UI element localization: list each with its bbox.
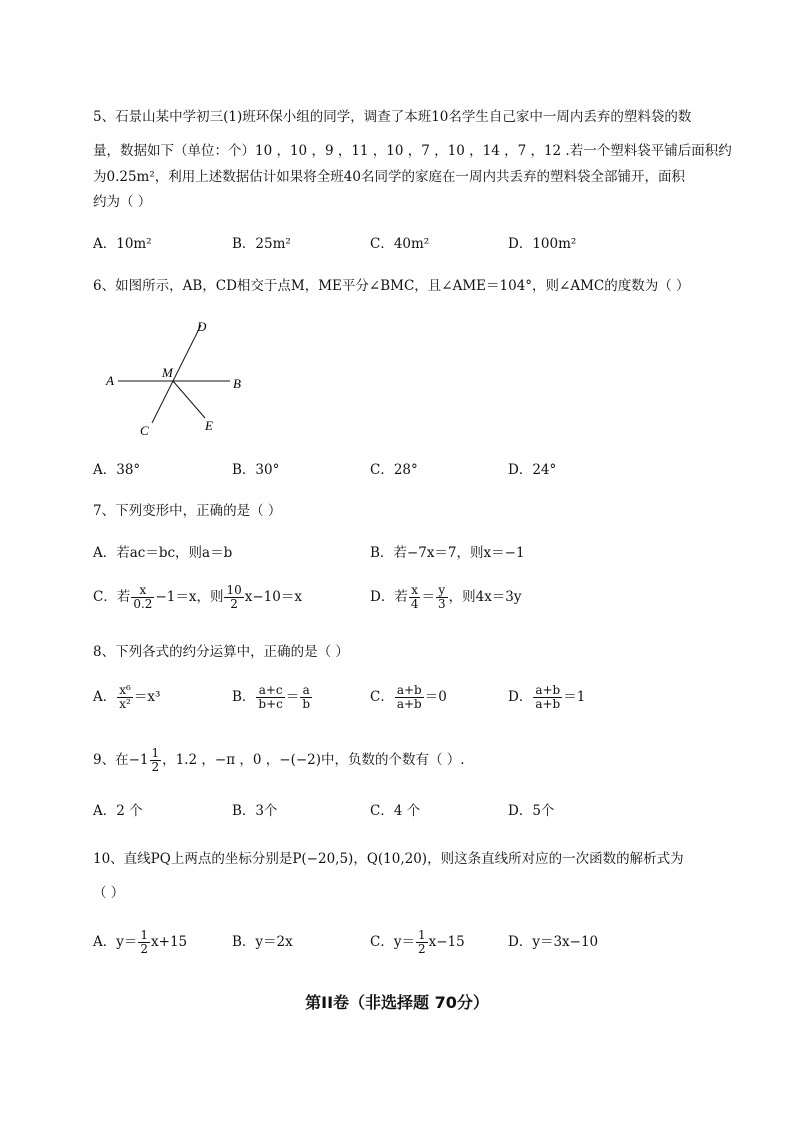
q5-option-a: A．10m² xyxy=(93,236,152,252)
q7-option-b: B．若−7x＝7，则x＝−1 xyxy=(370,545,525,561)
fraction: $\frac{1}{2}$ xyxy=(417,928,426,956)
ray-me xyxy=(173,381,205,418)
q9-option-b: B．3个 xyxy=(232,803,278,819)
q5-line3: 为0.25m²，利用上述数据估计如果将全班40名同学的家庭在一周内共丢弃的塑料袋全部铺开，面积 xyxy=(93,169,685,185)
label-c: C xyxy=(140,423,149,438)
q10-option-b: B．y＝2x xyxy=(232,934,293,950)
label-a: A xyxy=(106,373,114,388)
q5-option-c: C．40m² xyxy=(370,236,430,252)
q8-option-d: D． $\frac{a+b}{a+b}$ ＝1 xyxy=(508,683,586,711)
fraction: $\frac{\text{x⁶}}{\text{x²}}$ xyxy=(119,683,131,711)
fraction: $\frac{a+b}{a+b}$ xyxy=(535,683,561,711)
q6-geometry-figure xyxy=(100,315,260,440)
q10-line2: （ ） xyxy=(93,885,125,901)
q10-option-d: D．y＝3x−10 xyxy=(508,934,599,950)
q6-stem: 6、如图所示，AB，CD相交于点M，ME平分∠BMC，且∠AME＝104°，则∠AMC的度数为（ ） xyxy=(93,278,690,294)
q6-option-d: D．24° xyxy=(508,462,557,478)
q8-option-a: A． $\frac{\text{x⁶}}{\text{x²}}$ ＝x³ xyxy=(93,683,161,711)
line-cd xyxy=(152,325,201,423)
q9-option-c: C．4 个 xyxy=(370,803,421,819)
q9-option-d: D．5个 xyxy=(508,803,555,819)
q7-option-d: D．若 $\frac{x}{4}$ ＝ $\frac{y}{3}$ ，则4x＝3y xyxy=(370,583,522,611)
q6-option-a: A．38° xyxy=(93,462,141,478)
fraction: $\frac{a+c}{b+c}$ xyxy=(258,683,283,711)
q7-stem: 7、下列变形中，正确的是（ ） xyxy=(93,503,282,519)
q9-option-a: A．2 个 xyxy=(93,803,143,819)
q8-option-c: C． $\frac{a+b}{a+b}$ ＝0 xyxy=(370,683,447,711)
label-b: B xyxy=(233,376,241,391)
q10-line1: 10、直线PQ上两点的坐标分别是P(−20,5)，Q(10,20)，则这条直线所对应的一次函数的解析式为 xyxy=(93,851,684,867)
fraction: $\frac{a+b}{a+b}$ xyxy=(396,683,422,711)
label-m: M xyxy=(162,365,173,380)
q6-option-c: C．28° xyxy=(370,462,418,478)
section-title: 第II卷（非选择题 70分） xyxy=(305,993,489,1012)
q7-option-a: A．若ac＝bc，则a＝b xyxy=(93,545,233,561)
label-d: D xyxy=(197,319,207,334)
fraction: $\frac{x}{0.2}$ xyxy=(133,583,153,611)
fraction: $\frac{y}{3}$ xyxy=(437,583,446,611)
q5-line4: 约为（ ） xyxy=(93,194,152,210)
q7-option-c: C．若 $\frac{x}{0.2}$ −1＝x，则 $\frac{10}{2}$ x−10＝x xyxy=(93,583,302,611)
q5-option-b: B．25m² xyxy=(232,236,291,252)
q10-option-c: C．y＝ $\frac{1}{2}$ x−15 xyxy=(370,928,465,956)
label-e: E xyxy=(205,418,213,433)
fraction: $\frac{1}{2}$ xyxy=(140,928,149,956)
fraction: $\frac{a}{b}$ xyxy=(302,683,311,711)
q5-line2: 量，数据如下（单位：个）10 ，10 ，9 ，11 ，10 ，7 ，10 ，14 ，7 ，12 .若一个塑料袋平铺后面积约 xyxy=(93,143,732,159)
q6-option-b: B．30° xyxy=(232,462,280,478)
fraction: $\frac{x}{4}$ xyxy=(410,583,419,611)
q9-stem: 9、在−1 $\frac{1}{2}$ ，1.2 ，−π ，0 ，−(−2)中，负数的个数有（ ）. xyxy=(93,746,465,774)
q5-line1: 5、石景山某中学初三(1)班环保小组的同学，调查了本班10名学生自己家中一周内丢弃的塑料袋的数 xyxy=(93,109,692,125)
q8-option-b: B． $\frac{a+c}{b+c}$ ＝ $\frac{a}{b}$ xyxy=(232,683,311,711)
fraction: $\frac{10}{2}$ xyxy=(226,583,242,611)
q5-option-d: D．100m² xyxy=(508,236,577,252)
fraction: $\frac{1}{2}$ xyxy=(151,746,160,774)
q8-stem: 8、下列各式的约分运算中，正确的是（ ） xyxy=(93,644,349,660)
q10-option-a: A．y＝ $\frac{1}{2}$ x+15 xyxy=(93,928,188,956)
